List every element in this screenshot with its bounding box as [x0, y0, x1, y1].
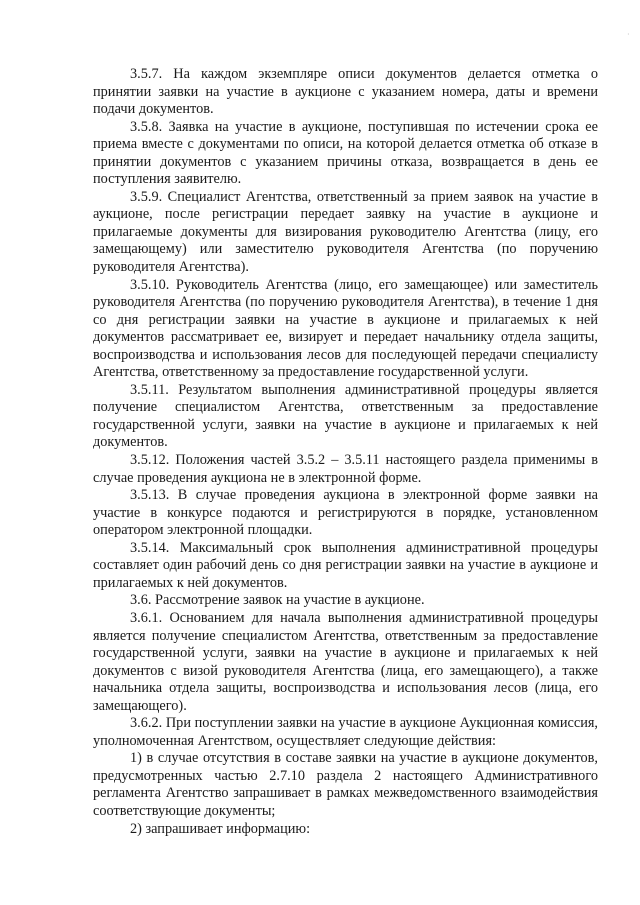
paragraph-3-5-14: 3.5.14. Максимальный срок выполнения административной процедуры составляет один рабочий день со дня регистрации заявки на участие в аукционе и прилагаемых к ней документов.	[93, 539, 598, 591]
list-item-1: 1) в случае отсутствия в составе заявки на участие в аукционе документов, предусмотренных частью 2.7.10 раздела 2 настоящего Административного регламента Агентство запрашивает в рамках межведомственного взаимодействия соответствующие документы;	[93, 750, 598, 819]
list-item-2: 2) запрашивает информацию:	[130, 820, 311, 837]
paragraph-3-5-10: 3.5.10. Руководитель Агентства (лицо, его замещающее) или заместитель руководителя Агентства (по поручению руководителя Агентства), в течение 1 дня со дня регистрации заявки на участие в аукционе и прилагаемых к ней документов рассматривает ее, визирует и передает начальнику отдела защиты, воспроизводства и использования лесов для последующей передачи специалисту Агентства, ответственному за предоставление государственной услуги.	[93, 276, 598, 381]
corner-mark: ·	[627, 30, 630, 39]
paragraph-3-6-2: 3.6.2. При поступлении заявки на участие в аукционе Аукционная комиссия, уполномоченная Агентством, осуществляет следующие действия:	[93, 715, 598, 749]
paragraph-3-5-11: 3.5.11. Результатом выполнения административной процедуры является получение специалистом Агентства, ответственным за предоставление государственной услуги, заявки на участие в аукционе и прилагаемых к ней документов.	[93, 381, 598, 451]
paragraph-3-5-12: 3.5.12. Положения частей 3.5.2 – 3.5.11 настоящего раздела применимы в случае проведения аукциона не в электронной форме.	[93, 452, 598, 486]
document-body	[93, 66, 598, 838]
section-heading-3-6: 3.6. Рассмотрение заявок на участие в аукционе.	[130, 592, 425, 609]
paragraph-3-5-13: 3.5.13. В случае проведения аукциона в электронной форме заявки на участие в конкурсе подаются и регистрируются в порядке, установленном оператором электронной площадки.	[93, 487, 598, 539]
paragraph-3-5-8: 3.5.8. Заявка на участие в аукционе, поступившая по истечении срока ее приема вместе с документами по описи, на которой делается отметка об отказе в принятии документов с указанием причины отказа, возвращается в день ее поступления заявителю.	[93, 118, 598, 188]
paragraph-3-5-7: 3.5.7. На каждом экземпляре описи документов делается отметка о принятии заявки на участие в аукционе с указанием номера, даты и времени подачи документов.	[93, 66, 598, 118]
paragraph-3-5-9: 3.5.9. Специалист Агентства, ответственный за прием заявок на участие в аукционе, после регистрации передает заявку на участие в аукционе и прилагаемые документы для визирования руководителю Агентства (лицу, его замещающему) или заместителю руководителя Агентства (по поручению руководителя Агентства).	[93, 188, 598, 276]
paragraph-3-6-1: 3.6.1. Основанием для начала выполнения административной процедуры является получение специалистом Агентства, ответственным за предоставление государственной услуги, заявки на участие в аукционе и прилагаемых к ней документов с визой руководителя Агентства (лица, его замещающего), а также начальника отдела защиты, воспроизводства и использования лесов (лица, его замещающего).	[93, 609, 598, 714]
